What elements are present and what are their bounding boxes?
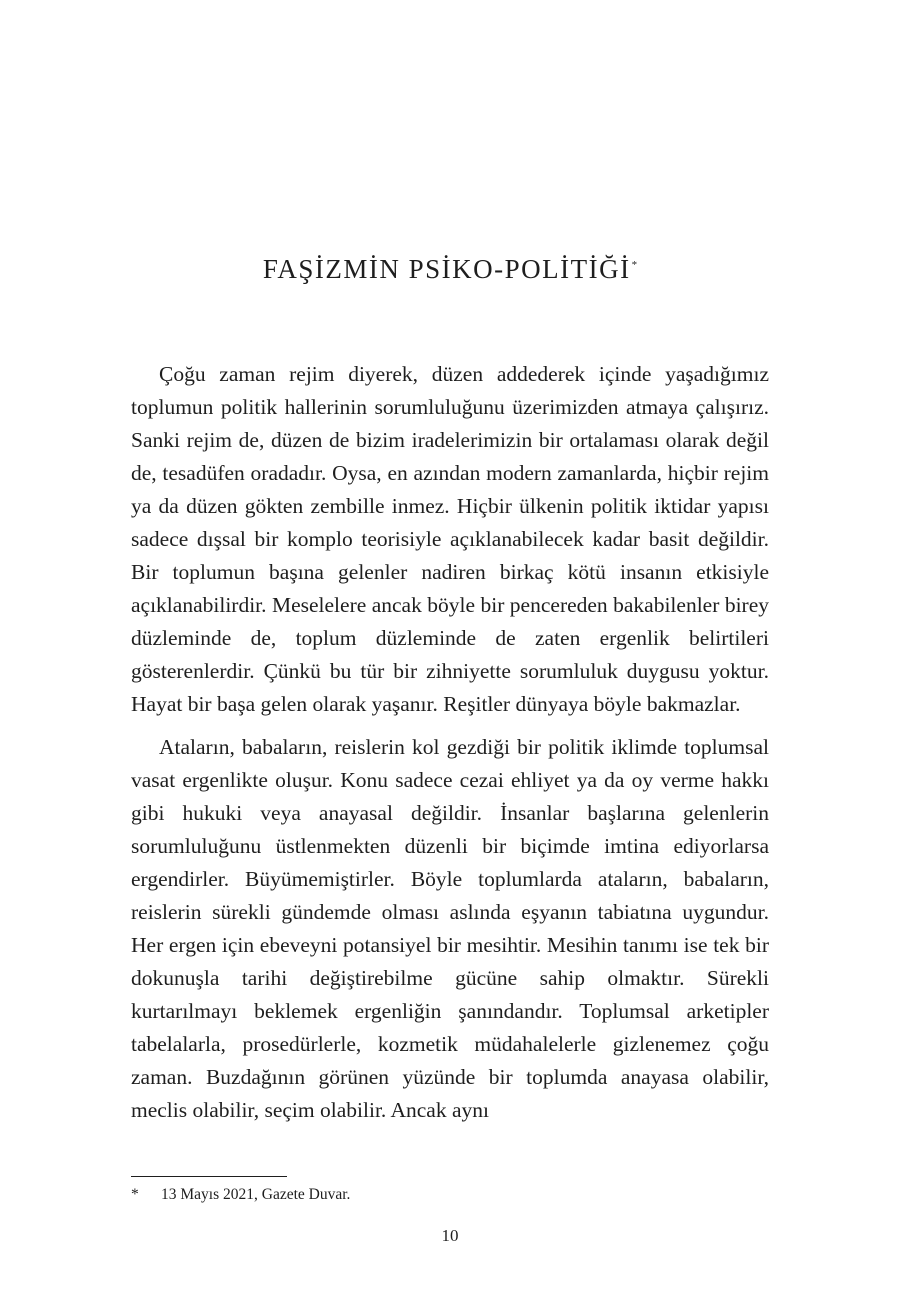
chapter-title-text: FAŞİZMİN PSİKO-POLİTİĞİ	[262, 254, 631, 284]
page-number: 10	[441, 1226, 459, 1245]
paragraph-1: Çoğu zaman rejim diyerek, düzen addederek içinde yaşadığımız toplumun politik hallerinin sorumluluğunu üzerimizden atmaya çalışırız. Sanki rejim de, düzen de bizim iradelerimizin bir ortalaması olarak değil de, tesadüfen oradadır. Oysa, en azından modern zamanlarda, hiçbir rejim ya da düzen gökten zembille inmez. Hiçbir ülkenin politik iktidar yapısı sadece dışsal bir komplo teorisiyle açıklanabilecek kadar basit değildir. Bir toplumun başına gelenler nadiren birkaç kötü insanın etkisiyle açıklanabilirdir. Meselelere ancak böyle bir pencereden bakabilenler birey düzleminde de, toplum düzleminde de zaten ergenlik belirtileri gösterenlerdir. Çünkü bu tür bir zihniyette sorumluluk duygusu yoktur. Hayat bir başa gelen olarak yaşanır. Reşitler dünyaya böyle bakmazlar.	[131, 362, 769, 716]
paragraph-2: Ataların, babaların, reislerin kol gezdiği bir politik iklimde toplumsal vasat ergenlikte oluşur. Konu sadece cezai ehliyet ya da oy verme hakkı gibi hukuki veya anayasal değildir. İnsanlar başlarına gelenlerin sorumluluğunu üstlenmekten düzenli bir biçimde imtina ediyorlarsa ergendirler. Büyümemiştirler. Böyle toplumlarda ataların, babaların, reislerin sürekli gündemde olması aslında eşyanın tabiatına uygundur. Her ergen için ebeveyni potansiyel bir mesihtir. Mesihin tanımı ise tek bir dokunuşla tarihi değiştirebilme gücüne sahip olmaktır. Sürekli kurtarılmayı beklemek ergenliğin şanındandır. Toplumsal arketipler tabelalarla, prosedürlerle, kozmetik müdahalelerle gizlenemez çoğu zaman. Buzdağının görünen yüzünde bir toplumda anayasa olabilir, meclis olabilir, seçim olabilir. Ancak aynı	[131, 735, 769, 1122]
footnote	[131, 1184, 769, 1206]
footnote-divider	[131, 1176, 287, 1177]
footnote-text: 13 Mayıs 2021, Gazete Duvar.	[161, 1186, 351, 1203]
chapter-title	[0, 254, 900, 285]
footnote-reference-marker: *	[631, 259, 638, 271]
footnote-marker: *	[131, 1186, 139, 1203]
body-text	[131, 358, 769, 1127]
